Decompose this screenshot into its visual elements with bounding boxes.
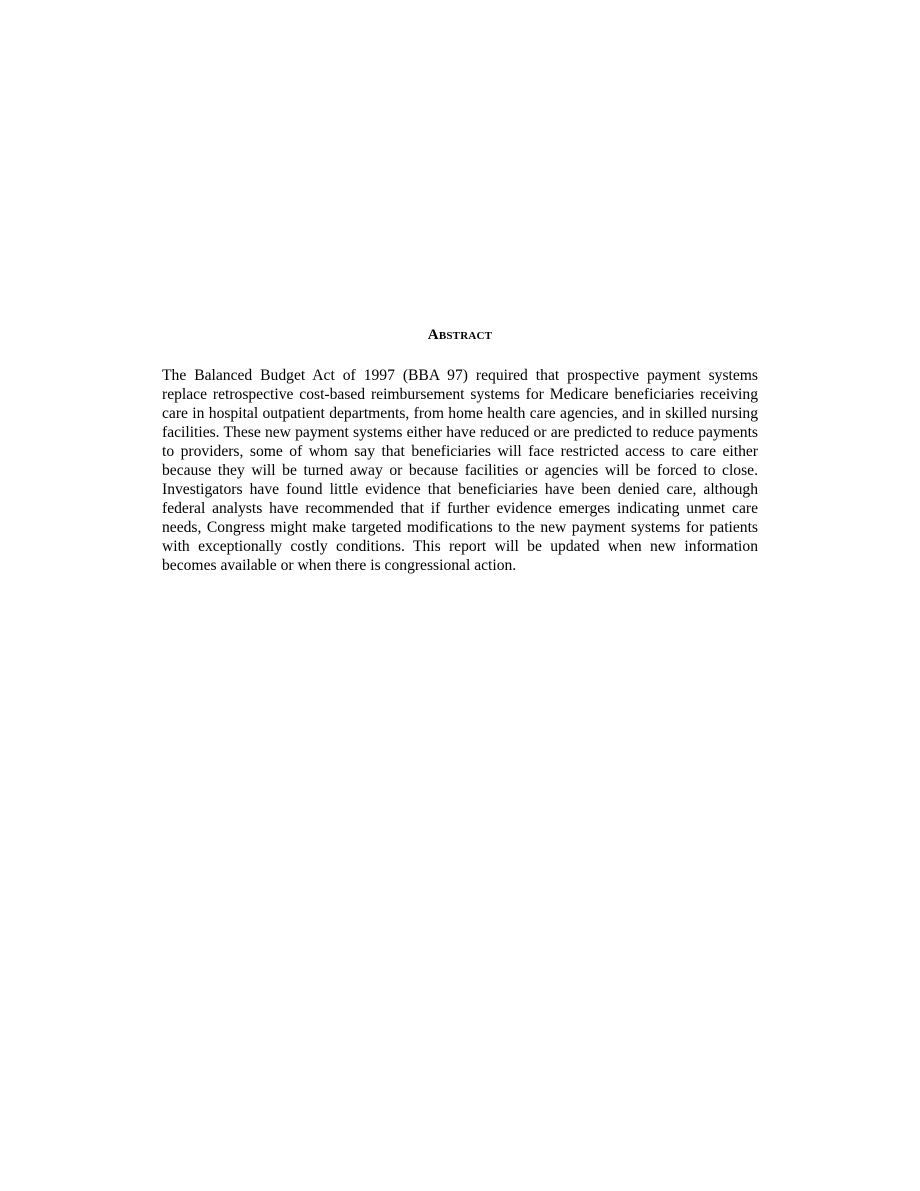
abstract-paragraph: The Balanced Budget Act of 1997 (BBA 97) required that prospective payment systems replace retrospective cost-based reimbursement systems for Medicare beneficiaries receiving care in hospital outpatient departments, from home health care agencies, and in skilled nursing facilities. These new payment systems either have reduced or are predicted to reduce payments to providers, some of whom say that beneficiaries will face restricted access to care either because they will be turned away or because facilities or agencies will be forced to close. Investigators have found little evidence that beneficiaries have been denied care, although federal analysts have recommended that if further evidence emerges indicating unmet care needs, Congress might make targeted modifications to the new payment systems for patients with exceptionally costly conditions. This report will be updated when new information becomes available or when there is congressional action. — [162, 367, 758, 574]
abstract-heading: Abstract — [427, 327, 493, 343]
